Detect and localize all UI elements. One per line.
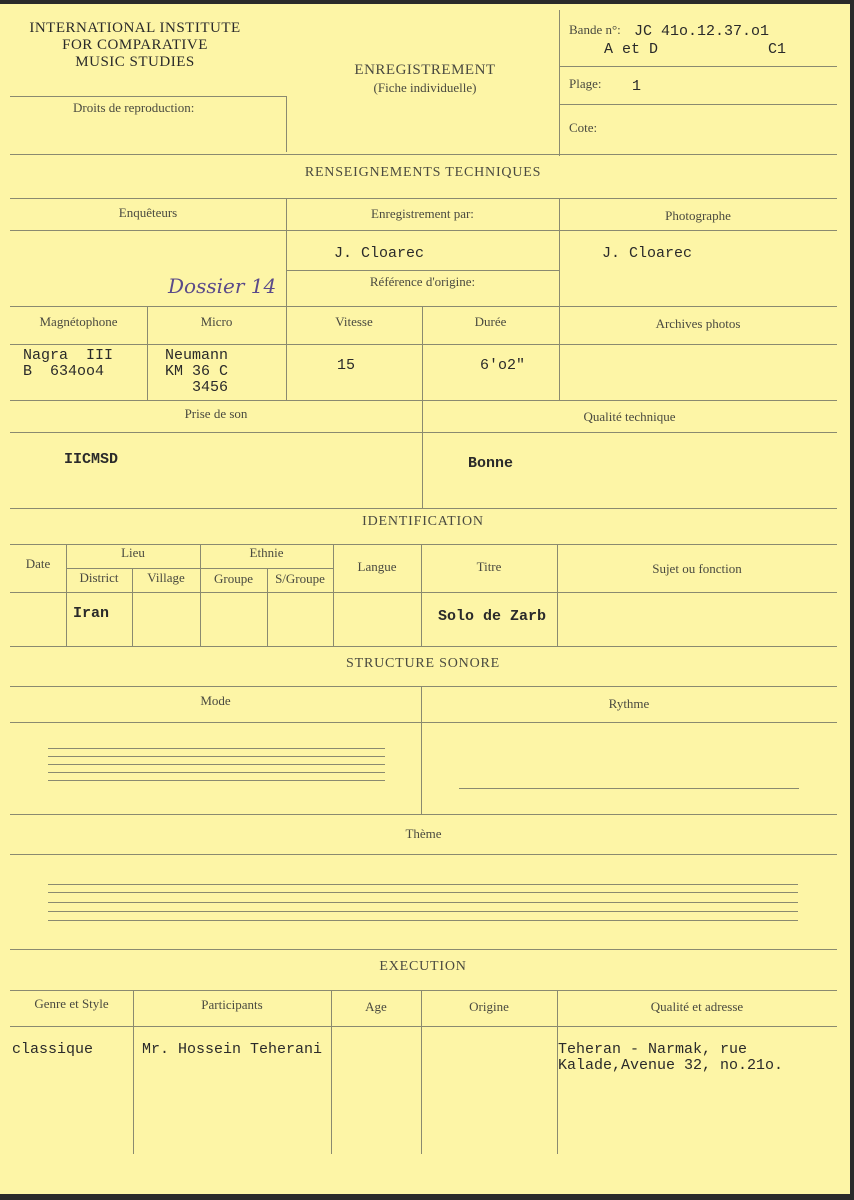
cote-label: Cote: <box>569 120 598 135</box>
form-title: ENREGISTREMENT <box>354 62 496 78</box>
institute-line-1: INTERNATIONAL INSTITUTE <box>29 20 241 36</box>
duree-label: Durée <box>474 314 507 329</box>
archives-label: Archives photos <box>655 316 741 331</box>
section-execution: EXECUTION <box>379 959 467 974</box>
magnetophone-value: Nagra III B 634oo4 <box>23 347 114 380</box>
droits-label: Droits de reproduction: <box>73 100 195 115</box>
langue-label: Langue <box>357 559 397 574</box>
vitesse-label: Vitesse <box>335 314 373 329</box>
prise-value: IICMSD <box>64 451 119 468</box>
photographe-label: Photographe <box>665 208 731 223</box>
plage-value: 1 <box>632 78 642 95</box>
sgroupe-label: S/Groupe <box>275 571 325 586</box>
section-technique: RENSEIGNEMENTS TECHNIQUES <box>304 165 542 180</box>
qualite-adresse-label: Qualité et adresse <box>650 999 744 1014</box>
participants-value: Mr. Hossein Teherani <box>142 1041 323 1058</box>
genre-label: Genre et Style <box>34 996 109 1011</box>
bande-value-1: JC 41o.12.37.o1 <box>634 23 770 40</box>
section-structure: STRUCTURE SONORE <box>346 656 500 671</box>
bande-value-2b: C1 <box>768 41 787 58</box>
ethnie-label: Ethnie <box>249 545 284 560</box>
rythme-label: Rythme <box>608 696 650 711</box>
titre-value: Solo de Zarb <box>438 608 547 625</box>
bande-label: Bande n°: <box>569 22 621 37</box>
institute-name <box>10 20 260 71</box>
institute-line-3: MUSIC STUDIES <box>75 54 195 70</box>
form-subtitle: (Fiche individuelle) <box>373 80 477 95</box>
village-label: Village <box>147 570 185 585</box>
groupe-label: Groupe <box>214 571 253 586</box>
age-label: Age <box>365 999 387 1014</box>
sujet-label: Sujet ou fonction <box>652 561 742 576</box>
micro-value: Neumann KM 36 C 3456 <box>165 347 229 396</box>
plage-label: Plage: <box>569 76 602 91</box>
theme-label: Thème <box>405 826 442 841</box>
enregistrement-label: Enregistrement par: <box>371 206 474 221</box>
reference-label: Référence d'origine: <box>369 274 476 289</box>
mode-label: Mode <box>200 693 231 708</box>
index-card <box>0 4 850 1194</box>
qualite-label: Qualité technique <box>583 409 676 424</box>
magnetophone-label: Magnétophone <box>39 314 118 329</box>
prise-label: Prise de son <box>184 406 248 421</box>
adresse-value: Teheran - Narmak, rue Kalade,Avenue 32, no.21o. <box>558 1041 784 1074</box>
enqueteurs-label: Enquêteurs <box>118 205 178 220</box>
enregistrement-value: J. Cloarec <box>334 245 425 262</box>
enqueteurs-handwritten: Dossier 14 <box>168 274 277 298</box>
duree-value: 6'o2" <box>480 357 526 374</box>
origine-label: Origine <box>469 999 509 1014</box>
date-label: Date <box>25 556 51 571</box>
micro-label: Micro <box>200 314 233 329</box>
participants-label: Participants <box>201 997 263 1012</box>
district-value: Iran <box>73 605 110 622</box>
lieu-label: Lieu <box>121 545 145 560</box>
qualite-value: Bonne <box>468 455 514 472</box>
district-label: District <box>79 570 119 585</box>
bande-value-2a: A et D <box>604 41 659 58</box>
genre-value: classique <box>12 1041 94 1058</box>
institute-line-2: FOR COMPARATIVE <box>62 37 208 53</box>
titre-label: Titre <box>476 559 502 574</box>
vitesse-value: 15 <box>337 357 356 374</box>
photographe-value: J. Cloarec <box>602 245 693 262</box>
section-identification: IDENTIFICATION <box>362 514 484 529</box>
